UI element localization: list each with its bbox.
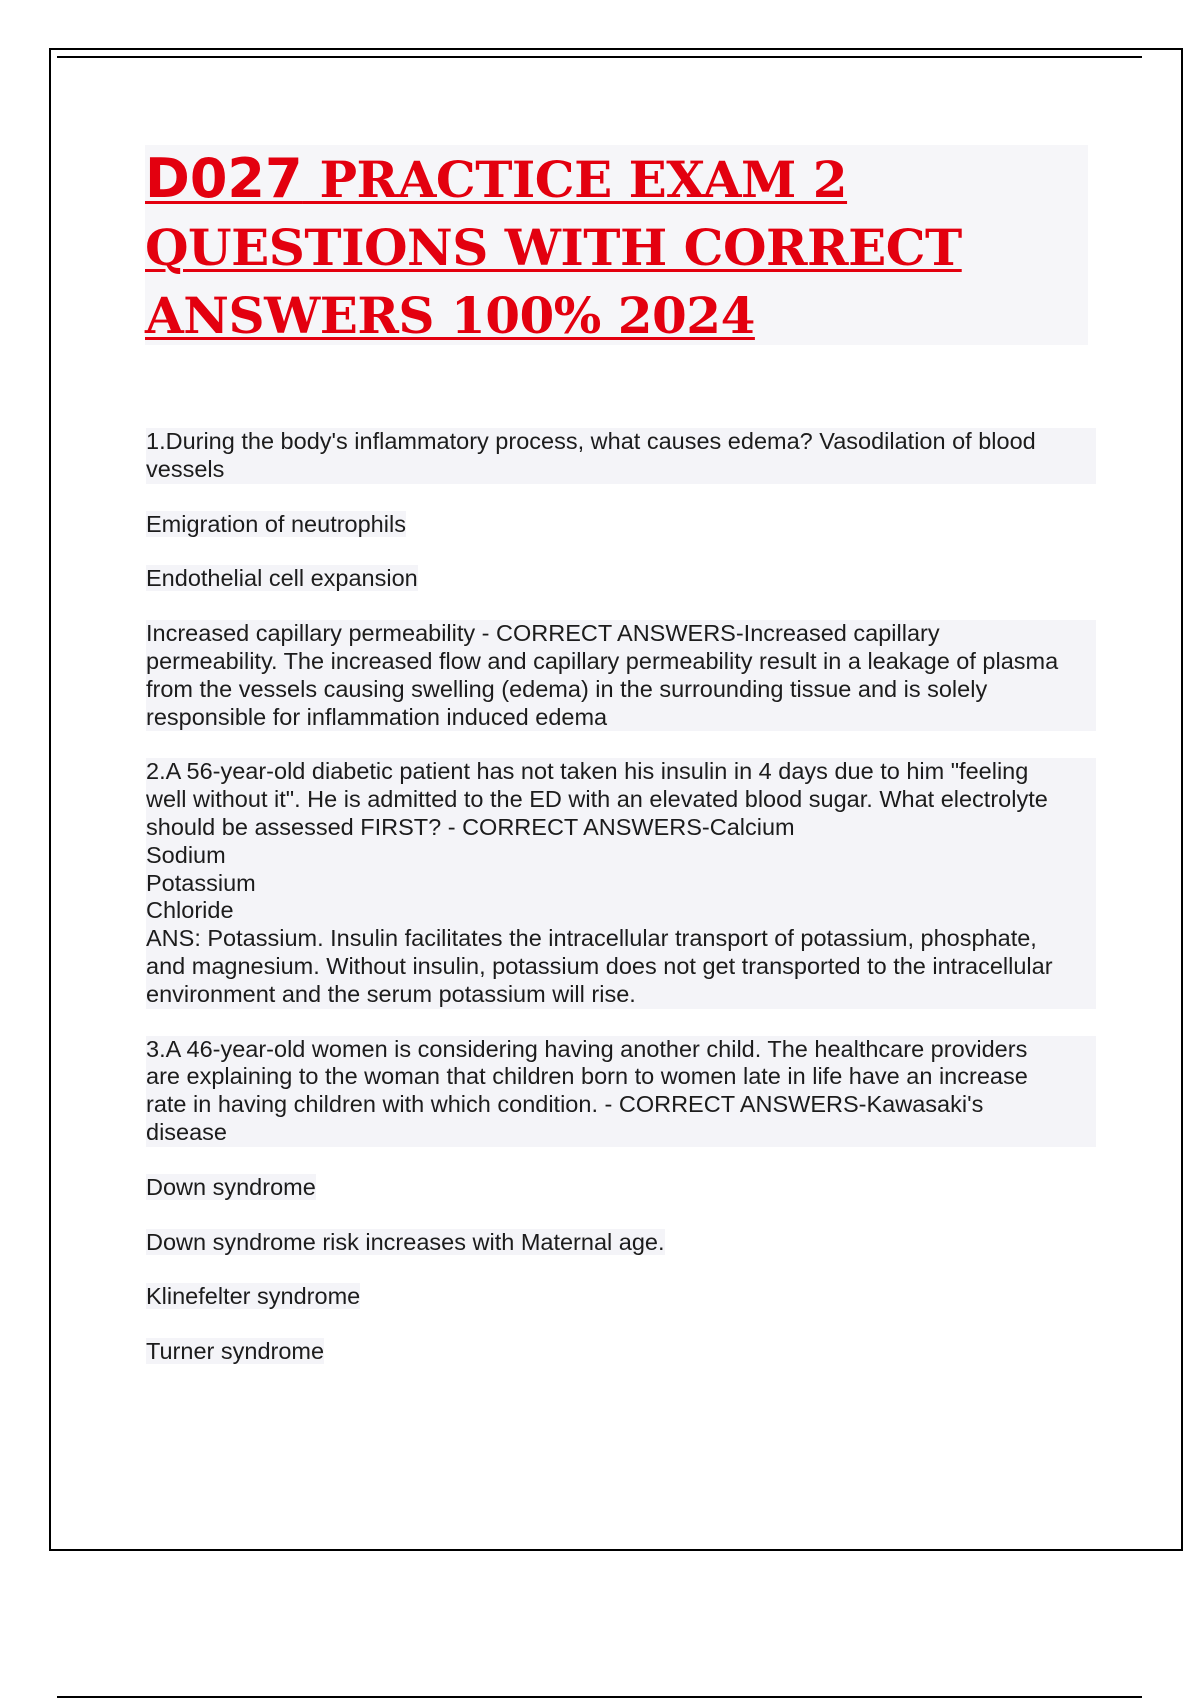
explanation-line: Increased capillary permeability - CORRECT ANSWERS-Increased capillary [146,620,1096,648]
question-3 [146,1036,1096,1147]
answer-option: Sodium [146,842,1096,870]
question-text-line: well without it". He is admitted to the ED with an elevated blood sugar. What electrolyte [146,786,1096,814]
answer-option: Turner syndrome [146,1338,325,1365]
title-line-1: PRACTICE EXAM 2 [302,150,848,209]
answer-explanation [146,620,1096,731]
question-text-line: 2.A 56-year-old diabetic patient has not taken his insulin in 4 days due to him "feeling [146,758,1096,786]
answer-option: Klinefelter syndrome [146,1283,361,1310]
question-text-line: rate in having children with which condition. - CORRECT ANSWERS-Kawasaki's [146,1091,1096,1119]
answer-explanation: Down syndrome risk increases with Maternal age. [146,1228,665,1255]
bottom-rule [57,1696,1142,1698]
title-line-3: ANSWERS 100% 2024 [145,286,755,345]
explanation-line: environment and the serum potassium will rise. [146,981,1096,1009]
question-text-line: should be assessed FIRST? - CORRECT ANSWERS-Calcium [146,814,1096,842]
answer-option: Emigration of neutrophils [146,510,406,537]
answer-option: Chloride [146,897,1096,925]
question-text-line: 1.During the body's inflammatory process, what causes edema? Vasodilation of blood [146,428,1096,456]
explanation-line: from the vessels causing swelling (edema) in the surrounding tissue and is solely [146,676,1096,704]
question-text-line: vessels [146,456,1096,484]
question-2 [146,758,1096,1008]
answer-option: Endothelial cell expansion [146,565,418,592]
explanation-line: responsible for inflammation induced edema [146,704,1096,732]
explanation-line: permeability. The increased flow and capillary permeability result in a leakage of plasma [146,648,1096,676]
question-text-line: are explaining to the woman that children born to women late in life have an increase [146,1063,1096,1091]
explanation-line: and magnesium. Without insulin, potassium does not get transported to the intracellular [146,953,1096,981]
answer-option: Potassium [146,870,1096,898]
question-text-line: 3.A 46-year-old women is considering having another child. The healthcare providers [146,1036,1096,1064]
document-title [145,145,1075,350]
explanation-line: ANS: Potassium. Insulin facilitates the intracellular transport of potassium, phosphate, [146,925,1096,953]
answer-option: Down syndrome [146,1173,316,1200]
question-1 [146,428,1096,484]
question-text-line: disease [146,1119,1096,1147]
title-line-2: QUESTIONS WITH CORRECT [145,218,962,277]
title-code: D027 [145,147,303,210]
document-body [146,428,1096,1393]
